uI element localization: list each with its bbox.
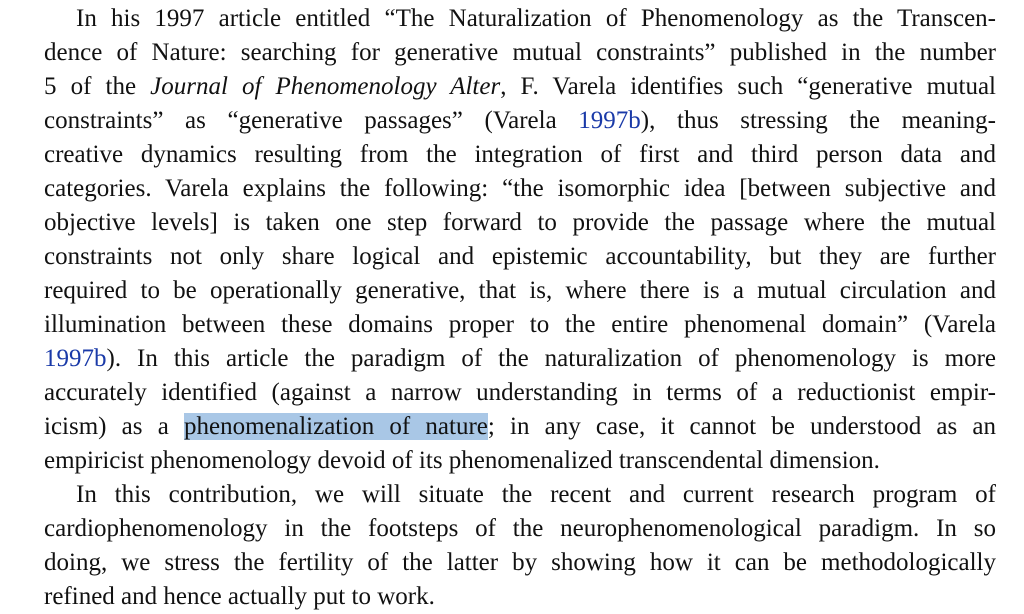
- line-text: In his 1997 article entitled “The Naturalization of Phenomenology as the Transcen-: [76, 5, 996, 32]
- line-text: constraints” as “generative passages” (Varela: [44, 107, 579, 134]
- line-text: categories. Varela explains the following: “the isomorphic idea [between subjective and: [44, 175, 996, 202]
- text-line: [44, 104, 996, 138]
- line-text: cardiophenomenology in the footsteps of the neurophenomenological paradigm. In so: [44, 515, 996, 542]
- highlighted-selection[interactable]: phenomenalization of nature: [183, 413, 488, 440]
- line-text: doing, we stress the fertility of the latter by showing how it can be methodologically: [44, 549, 996, 576]
- line-text: creative dynamics resulting from the integration of first and third person data and: [44, 141, 996, 168]
- text-line: [44, 546, 996, 580]
- line-text: ; in any case, it cannot be understood as an: [487, 413, 996, 440]
- line-text: icism) as a: [44, 413, 184, 440]
- line-text: objective levels] is taken one step forward to provide the passage where the mutual: [44, 209, 996, 236]
- line-text: ), thus stressing the meaning-: [640, 107, 996, 134]
- text-line: [44, 138, 996, 172]
- text-line: [44, 376, 996, 410]
- line-text: empiricist phenomenology devoid of its phenomenalized transcendental dimension.: [44, 447, 880, 474]
- line-text: refined and hence actually put to work.: [44, 583, 435, 610]
- text-line: [44, 70, 996, 104]
- text-line: [44, 478, 996, 512]
- text-line: [44, 274, 996, 308]
- document-body: [44, 2, 996, 614]
- text-line: [44, 512, 996, 546]
- line-text: ). In this article the paradigm of the naturalization of phenomenology is more: [106, 345, 996, 372]
- line-text: , F. Varela identifies such “generative mutual: [500, 73, 996, 100]
- line-text: In this contribution, we will situate the recent and current research program of: [76, 481, 996, 508]
- line-text: illumination between these domains proper to the entire phenomenal domain” (Varela: [44, 311, 996, 338]
- line-text: 5 of the: [44, 73, 151, 100]
- text-line: [44, 444, 996, 478]
- text-line: [44, 172, 996, 206]
- text-line: [44, 580, 996, 614]
- line-text: accurately identified (against a narrow understanding in terms of a reductionist empir-: [44, 379, 996, 406]
- text-line: [44, 308, 996, 342]
- text-line: [44, 206, 996, 240]
- text-line: [44, 36, 996, 70]
- line-text: constraints not only share logical and epistemic accountability, but they are further: [44, 243, 996, 270]
- paragraph-1: [44, 2, 996, 478]
- text-line: [44, 240, 996, 274]
- text-line: [44, 2, 996, 36]
- citation-link-varela-1997b[interactable]: 1997b: [578, 107, 641, 134]
- journal-title: Journal of Phenomenology Alter: [150, 73, 501, 100]
- text-line: [44, 342, 996, 376]
- line-text: dence of Nature: searching for generative mutual constraints” published in the number: [44, 39, 996, 66]
- citation-link-varela-1997b[interactable]: 1997b: [44, 345, 107, 372]
- line-text: required to be operationally generative, that is, where there is a mutual circulation and: [44, 277, 996, 304]
- text-line: [44, 410, 996, 444]
- paragraph-2: [44, 478, 996, 614]
